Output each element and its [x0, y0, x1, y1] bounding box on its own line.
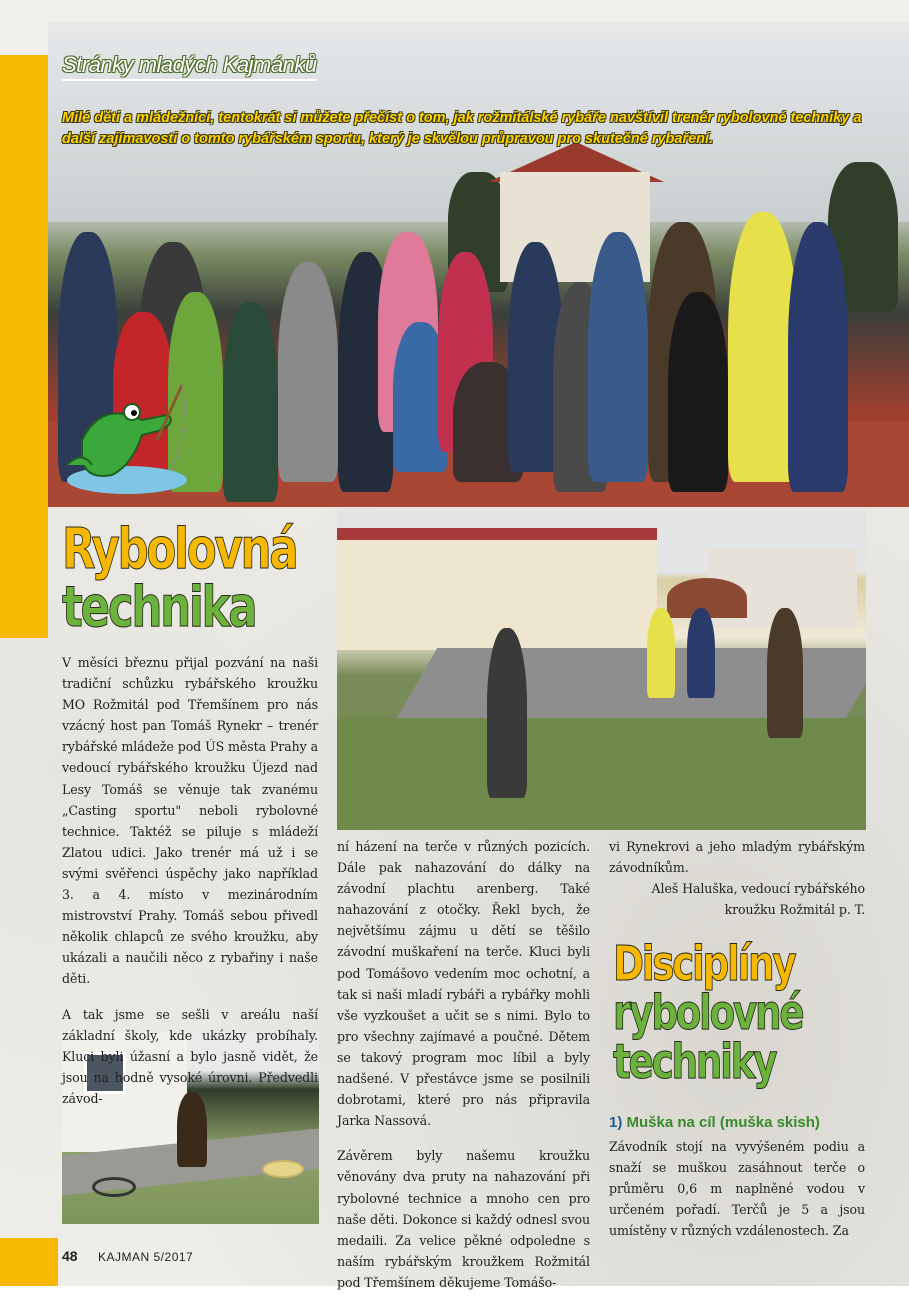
- article-paragraph: V měsíci březnu přijal pozvání na naši tradiční schůzku rybářského kroužku MO Rožmitál pod Třemšínem pro nás vzácný host pan Tomáš Rynekr – trenér rybářské mládeže pod ÚS města Prahy a vedoucí rybářského kroužku Újezd nad Lesy Tomáš se věnuje tak zvanému „Casting sportu" neboli rybolovné technice. Taktéž se piluje s mládeží Zlatou udici. Jako trenér má už i se svými svěřenci úspěchy jako například 3. a 4. místo v mezinárodním mistrovství Prahy. Tomáš sebou přivedl několik chlapců ze svého kroužku, aby ukázali a naučili něco z rybařiny i naše děti.: [62, 655, 318, 987]
- author-signature: Aleš Haluška, vedoucí rybářského: [651, 881, 865, 897]
- article-title-line1: Rybolovná: [62, 517, 297, 582]
- photo-person: [647, 608, 675, 698]
- author-signature-line2: kroužku Rožmitál p. T.: [724, 902, 865, 918]
- discipline-text-column: [609, 1136, 865, 1241]
- discipline-number: 1): [609, 1114, 623, 1131]
- school-yard-photo: [337, 508, 866, 830]
- yellow-footer-bar: [0, 1238, 58, 1286]
- photo-school-building: [337, 528, 657, 650]
- discipline-subheading: [609, 1114, 865, 1131]
- discipline-title: Muška na cíl (muška skish): [626, 1114, 820, 1131]
- discipline-text: Závodník stojí na vyvýšeném podiu a snaží se muškou zasáhnout terče o průměru 0,6 m naplněné vodou v určeném pořadí. Terčů je 5 a jsou umístěny v různých vzdálenostech. Za: [609, 1139, 865, 1239]
- page-number: 48: [62, 1248, 78, 1264]
- photo-person: [687, 608, 715, 698]
- article-paragraph: vi Rynekrovi a jeho mladým rybářským závodníkům.: [609, 839, 865, 876]
- crocodile-mascot-icon: [62, 380, 192, 500]
- article-paragraph: A tak jsme se sešli v areálu naší základní školy, kde ukázky probíhaly. Kluci byli úžasní a bylo jasně vidět, že jsou na hodně vysoké úrovni. Předvedli závod-: [62, 1006, 318, 1106]
- magazine-issue: KAJMAN 5/2017: [98, 1250, 194, 1264]
- section-kicker: Stránky mladých Kajmánků: [62, 52, 317, 81]
- sidebar-title-line1: Disciplíny: [613, 936, 795, 992]
- sidebar-title-line2: rybolovné: [613, 985, 803, 1041]
- article-column-1: [62, 652, 318, 1123]
- photo-target: [92, 1177, 136, 1197]
- photo-person: [767, 608, 803, 738]
- article-title-line2: technika: [62, 575, 256, 640]
- article-paragraph: ní házení na terče v různých pozicích. Dále pak nahazování do dálky na závodní plachtu arenberg. Také nahazování z otočky. Řekl bych, že největšímu zájmu u dětí se těšilo závodní muškaření na terče. Kluci byli pod Tomášovo vedením moc ochotní, a tak si naši mladí rybáři a rybářky mohli vše vyzkoušet a učit se s nimi. Bylo to pro všechny zajímavé a poučné. Dětem se takový program moc líbil a byly nadšené. V přestávce jsme se posilnili dobrotami, které pro nás připravila Jarka Nassová.: [337, 839, 590, 1129]
- yellow-side-bar: [0, 55, 48, 638]
- article-column-2: [337, 836, 590, 1307]
- photo-person: [487, 628, 527, 798]
- sidebar-title-line3: techniky: [613, 1034, 776, 1090]
- intro-text: Milé děti a mládežníci, tentokrát si můžete přečíst o tom, jak rožmitálské rybáře navštívil trenér rybolovné techniky a další zajímavosti o tomto rybářském sportu, který je skvělou průpravou pro skutečné rybaření.: [62, 110, 862, 147]
- photo-target: [262, 1160, 304, 1178]
- article-paragraph: Závěrem byly našemu kroužku věnovány dva pruty na nahazování při rybolovné technice a mnoho cen pro naše děti. Dokonce si každý odnesl svou medaili. Za velice pěkné odpoledne s naším rybářským kroužkem Rožmitál pod Třemšínem děkujeme Tomášo-: [337, 1148, 590, 1290]
- article-column-3: [609, 836, 865, 920]
